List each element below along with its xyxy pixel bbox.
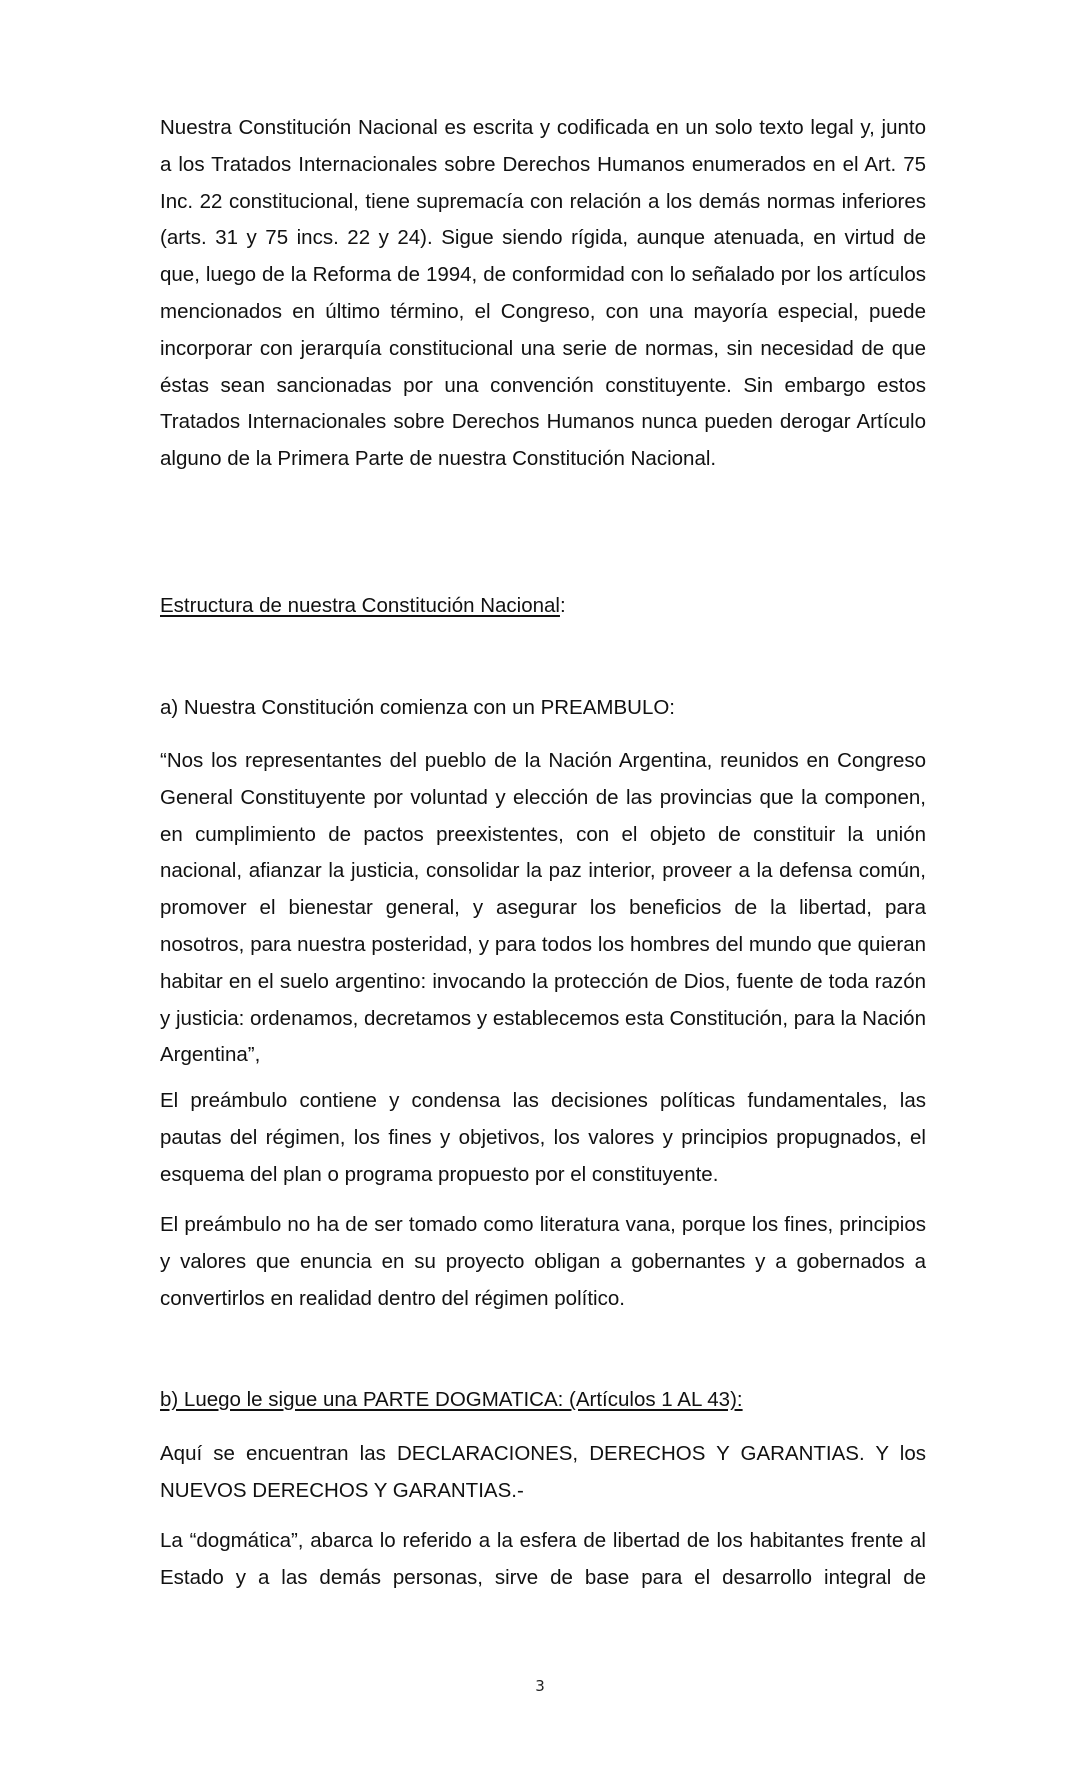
dogmatic-heading: b) Luego le sigue una PARTE DOGMATICA: (Artículos 1 AL 43): [160,1388,743,1411]
preamble-intro: a) Nuestra Constitución comienza con un PREAMBULO: [160,696,676,719]
page-number: 3 [535,1677,545,1695]
structure-heading-colon: : [559,594,566,617]
preamble-not-vain-paragraph: El preámbulo no ha de ser tomado como literatura vana, porque los fines, principios y valores que enuncia en su proyecto obligan a gobernantes y a gobernados a convertirlos en realidad dentro del régimen político. [160,1213,926,1310]
structure-heading-text: Estructura de nuestra Constitución Nacional [160,594,560,617]
dogmatic-intro-paragraph: Aquí se encuentran las DECLARACIONES, DERECHOS Y GARANTIAS. Y los NUEVOS DERECHOS Y GARANTIAS.- [160,1442,926,1502]
preamble-explanation-paragraph: El preámbulo contiene y condensa las decisiones políticas fundamentales, las pautas del régimen, los fines y objetivos, los valores y principios propugnados, el esquema del plan o programa propuesto por el constituyente. [160,1089,926,1186]
intro-paragraph: Nuestra Constitución Nacional es escrita y codificada en un solo texto legal y, junto a los Tratados Internacionales sobre Derechos Humanos enumerados en el Art. 75 Inc. 22 constitucional, tiene supremacía con relación a los demás normas inferiores (arts. 31 y 75 incs. 22 y 24). Sigue siendo rígida, aunque atenuada, en virtud de que, luego de la Reforma de 1994, de conformidad con lo señalado por los artículos mencionados en último término, el Congreso, con una mayoría especial, puede incorporar con jerarquía constitucional una serie de normas, sin necesidad de que éstas sean sancionadas por una convención constituyente. Sin embargo estos Tratados Internacionales sobre Derechos Humanos nunca pueden derogar Artículo alguno de la Primera Parte de nuestra Constitución Nacional. [160,116,926,471]
structure-heading [160,588,926,625]
preamble-quote: “Nos los representantes del pueblo de la Nación Argentina, reunidos en Congreso General Constituyente por voluntad y elección de las provincias que la componen, en cumplimiento de pactos preexistentes, con el objeto de constituir la unión nacional, afianzar la justicia, consolidar la paz interior, proveer a la defensa común, promover el bienestar general, y asegurar los beneficios de la libertad, para nosotros, para nuestra posteridad, y para todos los hombres del mundo que quieran habitar en el suelo argentino: invocando la protección de Dios, fuente de toda razón y justicia: ordenamos, decretamos y establecemos esta Constitución, para la Nación Argentina”, [160,749,926,1067]
dogmatic-scope-paragraph: La “dogmática”, abarca lo referido a la esfera de libertad de los habitantes frente al Estado y a las demás personas, sirve de base para el desarrollo integral de [160,1529,926,1589]
